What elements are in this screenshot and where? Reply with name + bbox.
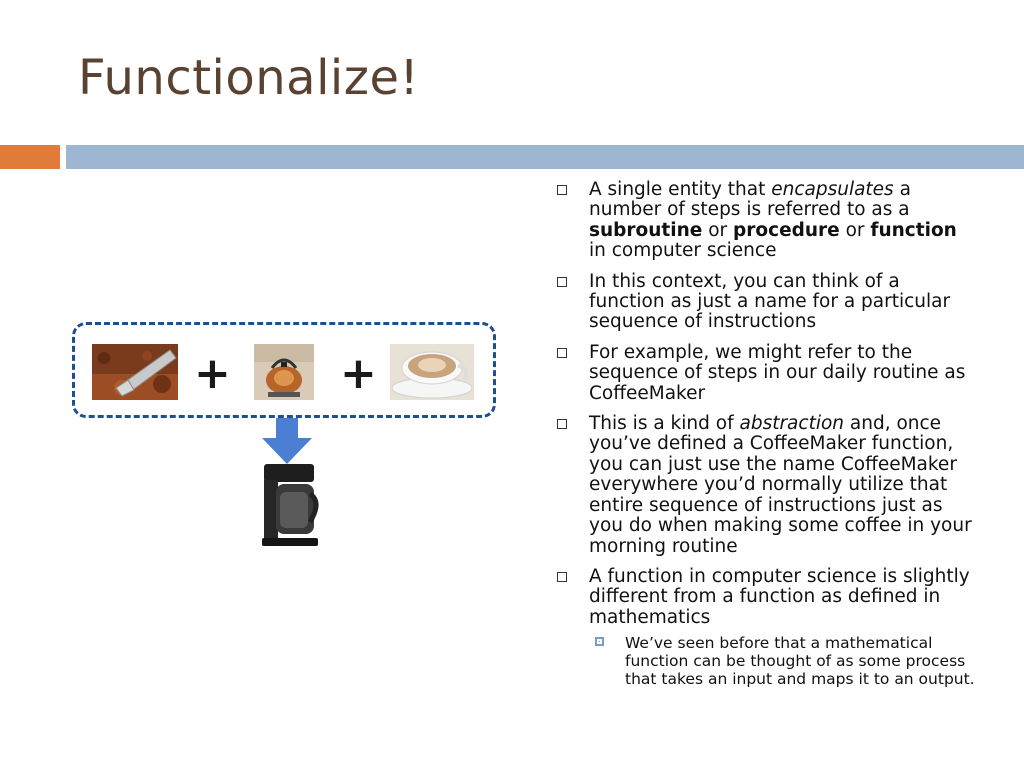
accent-bar-blue — [66, 145, 1024, 169]
bullet-2: In this context, you can think of a function as just a name for a particular sequence of instructions — [555, 272, 975, 333]
bullet-3: For example, we might refer to the sequence of steps in our daily routine as CoffeeMaker — [555, 343, 975, 404]
slide-title: Functionalize! — [78, 50, 420, 106]
coffee-cup-image — [390, 344, 474, 400]
plus-sign-1: + — [194, 348, 231, 399]
bullet-list — [555, 180, 975, 688]
bullet-list-container — [555, 180, 975, 698]
down-arrow-icon — [262, 418, 312, 466]
bullet-4: This is a kind of abstraction and, once you’ve defined a CoffeeMaker function, you can just use the name CoffeeMaker everywhere you’d normally utilize that entire sequence of instructions just as you do when making some coffee in your morning routine — [555, 414, 975, 557]
coffee-grounds-image — [92, 344, 178, 400]
plus-sign-2: + — [340, 348, 377, 399]
coffee-maker-image — [258, 462, 324, 550]
kettle-image — [254, 344, 314, 400]
sub-bullet-1: We’ve seen before that a mathematical function can be thought of as some process that takes an input and maps it to an output. — [555, 634, 975, 688]
accent-bar-orange — [0, 145, 60, 169]
bullet-5: A function in computer science is slightly different from a function as defined in mathematics We’ve seen before that a mathematical function can be thought of as some process that takes an input and maps it to an output. — [555, 567, 975, 688]
bullet-1: A single entity that encapsulates a number of steps is referred to as a subroutine or procedure or function in computer science — [555, 180, 975, 262]
sub-bullet-list — [589, 634, 975, 688]
